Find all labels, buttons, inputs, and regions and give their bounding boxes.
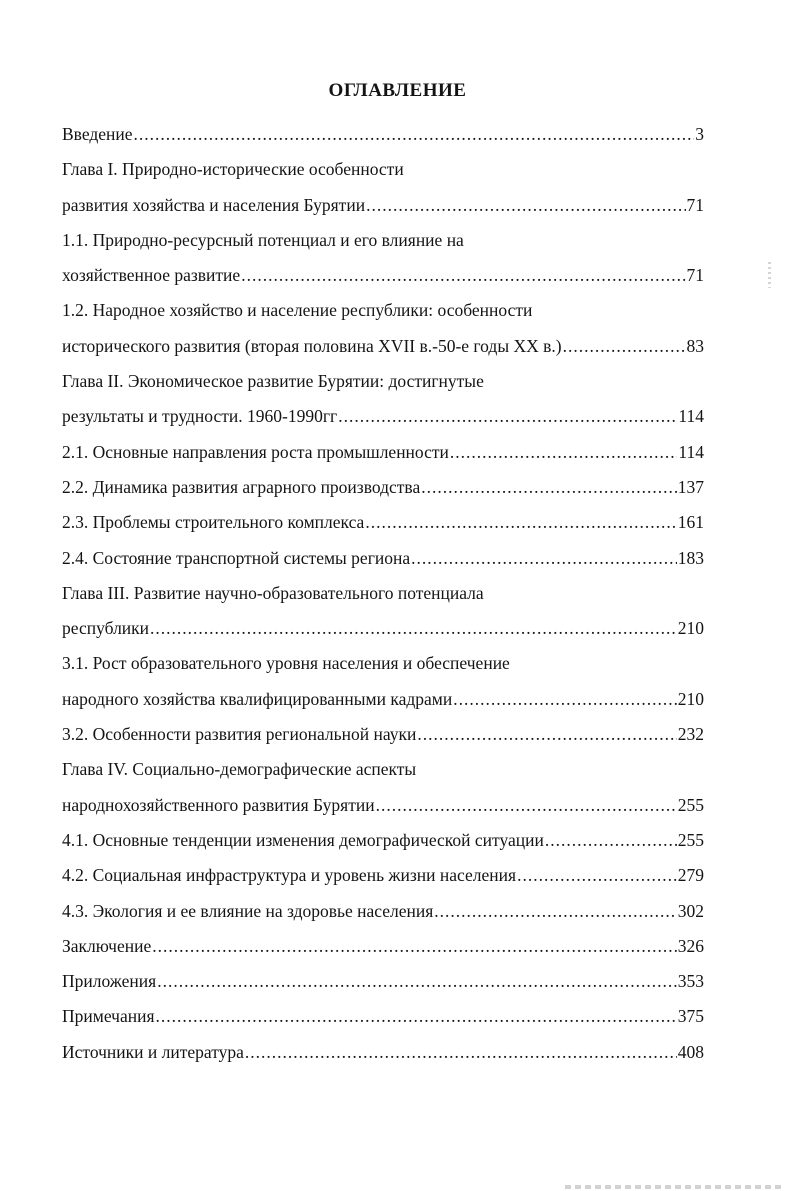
toc-leader-dots xyxy=(156,1001,677,1031)
toc-entry-text: Заключение xyxy=(62,935,152,956)
toc-chapter-2-heading xyxy=(62,366,704,401)
toc-entry-text: 1.1. Природно-ресурсный потенциал и его влияние на xyxy=(62,229,464,250)
scan-artifact xyxy=(768,262,771,288)
toc-leader-dots xyxy=(376,790,677,820)
toc-section-1-1-heading xyxy=(62,225,704,260)
toc-entry-page: 3 xyxy=(695,124,704,144)
toc-entry-section-1-1 xyxy=(62,260,704,295)
toc-entry-page: 114 xyxy=(678,406,704,427)
toc-leader-dots xyxy=(134,119,695,149)
toc-entry-text: хозяйственное развитие xyxy=(62,265,241,286)
toc-entry-section-2-4 xyxy=(62,543,704,578)
toc-entry-text: Глава II. Экономическое развитие Бурятии: достигнутые xyxy=(62,371,484,392)
toc-chapter-4-heading xyxy=(62,754,704,789)
toc-leader-dots xyxy=(150,613,677,643)
toc-entry-text: республики xyxy=(62,618,150,639)
toc-leader-dots xyxy=(434,896,676,926)
toc-entry-page: 302 xyxy=(677,900,704,921)
toc-entry-appendices xyxy=(62,966,704,1001)
toc-leader-dots xyxy=(157,966,677,996)
scan-artifact-bottom xyxy=(565,1185,785,1189)
toc-entry-text: 1.2. Народное хозяйство и население республики: особенности xyxy=(62,300,533,321)
toc-leader-dots xyxy=(450,437,678,467)
toc-entry-text: Введение xyxy=(62,124,133,144)
toc-entry-page: 83 xyxy=(686,335,704,356)
toc-section-3-1-heading xyxy=(62,648,704,683)
toc-entry-text: 2.2. Динамика развития аграрного производства xyxy=(62,476,421,497)
toc-entry-section-2-3 xyxy=(62,507,704,542)
toc-entry-text: 2.1. Основные направления роста промышленности xyxy=(62,441,449,462)
page-title: ОГЛАВЛЕНИЕ xyxy=(328,80,467,101)
toc-entry-page: 210 xyxy=(677,688,704,709)
toc-leader-dots xyxy=(338,401,677,431)
toc-leader-dots xyxy=(411,543,677,573)
toc-entry-page: 408 xyxy=(677,1041,704,1062)
toc-entry-section-4-1 xyxy=(62,825,704,860)
toc-leader-dots xyxy=(417,719,676,749)
toc-entry-page: 353 xyxy=(677,971,704,992)
toc-entry-page: 137 xyxy=(677,476,704,497)
toc-entry-page: 183 xyxy=(677,547,704,568)
toc-entry-text: Примечания xyxy=(62,1006,155,1027)
toc-entry-page: 161 xyxy=(677,512,704,533)
toc-entry-section-2-2 xyxy=(62,472,704,507)
toc-entry-text: Источники и литература xyxy=(62,1041,244,1062)
toc-entry-text: развития хозяйства и населения Бурятии xyxy=(62,194,366,215)
toc-leader-dots xyxy=(365,507,676,537)
toc-leader-dots xyxy=(517,860,677,890)
toc-leader-dots xyxy=(152,931,677,961)
toc-entry-text: Глава IV. Социально-демографические аспекты xyxy=(62,759,417,780)
toc-entry-section-1-2 xyxy=(62,331,704,366)
toc-entry-text: 3.1. Рост образовательного уровня населения и обеспечение xyxy=(62,653,510,674)
toc-entry-text: Глава I. Природно-исторические особенности xyxy=(62,159,404,180)
toc-leader-dots xyxy=(563,331,686,361)
toc-entry-text: исторического развития (вторая половина XVII в.-50-е годы XX в.) xyxy=(62,335,562,356)
toc-entry-chapter-3 xyxy=(62,613,704,648)
toc-entry-section-4-2 xyxy=(62,860,704,895)
toc-entry-section-3-1 xyxy=(62,684,704,719)
toc-entry-page: 375 xyxy=(677,1006,704,1027)
toc-entry-text: результаты и трудности. 1960-1990гг xyxy=(62,406,338,427)
toc-entry-text: 4.1. Основные тенденции изменения демографической ситуации xyxy=(62,829,544,850)
toc-leader-dots xyxy=(241,260,685,290)
toc-section-1-2-heading xyxy=(62,295,704,330)
toc-entry-page: 71 xyxy=(686,194,704,215)
toc-chapter-3-heading xyxy=(62,578,704,613)
toc-entry-text: 4.2. Социальная инфраструктура и уровень жизни населения xyxy=(62,865,517,886)
toc-entry-section-4-3 xyxy=(62,896,704,931)
toc-leader-dots xyxy=(245,1037,677,1067)
toc-leader-dots xyxy=(545,825,677,855)
toc-entry-page: 114 xyxy=(678,441,704,462)
toc-entry-text: 2.3. Проблемы строительного комплекса xyxy=(62,512,365,533)
toc-entry-section-3-2 xyxy=(62,719,704,754)
toc-entry-page: 210 xyxy=(677,618,704,639)
toc-leader-dots xyxy=(366,190,685,220)
toc-entry-text: Глава III. Развитие научно-образовательного потенциала xyxy=(62,582,484,603)
toc-entry-text: 4.3. Экология и ее влияние на здоровье населения xyxy=(62,900,434,921)
toc-entry-page: 71 xyxy=(686,265,704,286)
toc-entry-text: 2.4. Состояние транспортной системы региона xyxy=(62,547,411,568)
toc-entry-conclusion xyxy=(62,931,704,966)
toc-entry-text: народнохозяйственного развития Бурятии xyxy=(62,794,375,815)
toc-entry-page: 232 xyxy=(677,724,704,745)
toc-leader-dots xyxy=(421,472,677,502)
toc-entry-text: 3.2. Особенности развития региональной науки xyxy=(62,724,417,745)
toc-entry-chapter-4 xyxy=(62,790,704,825)
toc-entry-text: Приложения xyxy=(62,971,157,992)
toc-entry-text: народного хозяйства квалифицированными кадрами xyxy=(62,688,453,709)
toc-entry-page: 279 xyxy=(677,865,704,886)
toc-entry-page: 255 xyxy=(677,829,704,850)
toc-entry-sources xyxy=(62,1037,704,1072)
table-of-contents xyxy=(62,119,704,1072)
toc-entry-chapter-2 xyxy=(62,401,704,436)
toc-leader-dots xyxy=(453,684,677,714)
toc-entry-section-2-1 xyxy=(62,437,704,472)
toc-entry-introduction xyxy=(62,119,704,154)
toc-entry-chapter-1 xyxy=(62,190,704,225)
toc-chapter-1-heading xyxy=(62,154,704,189)
toc-entry-page: 255 xyxy=(677,794,704,815)
toc-entry-notes xyxy=(62,1001,704,1036)
toc-entry-page: 326 xyxy=(677,935,704,956)
